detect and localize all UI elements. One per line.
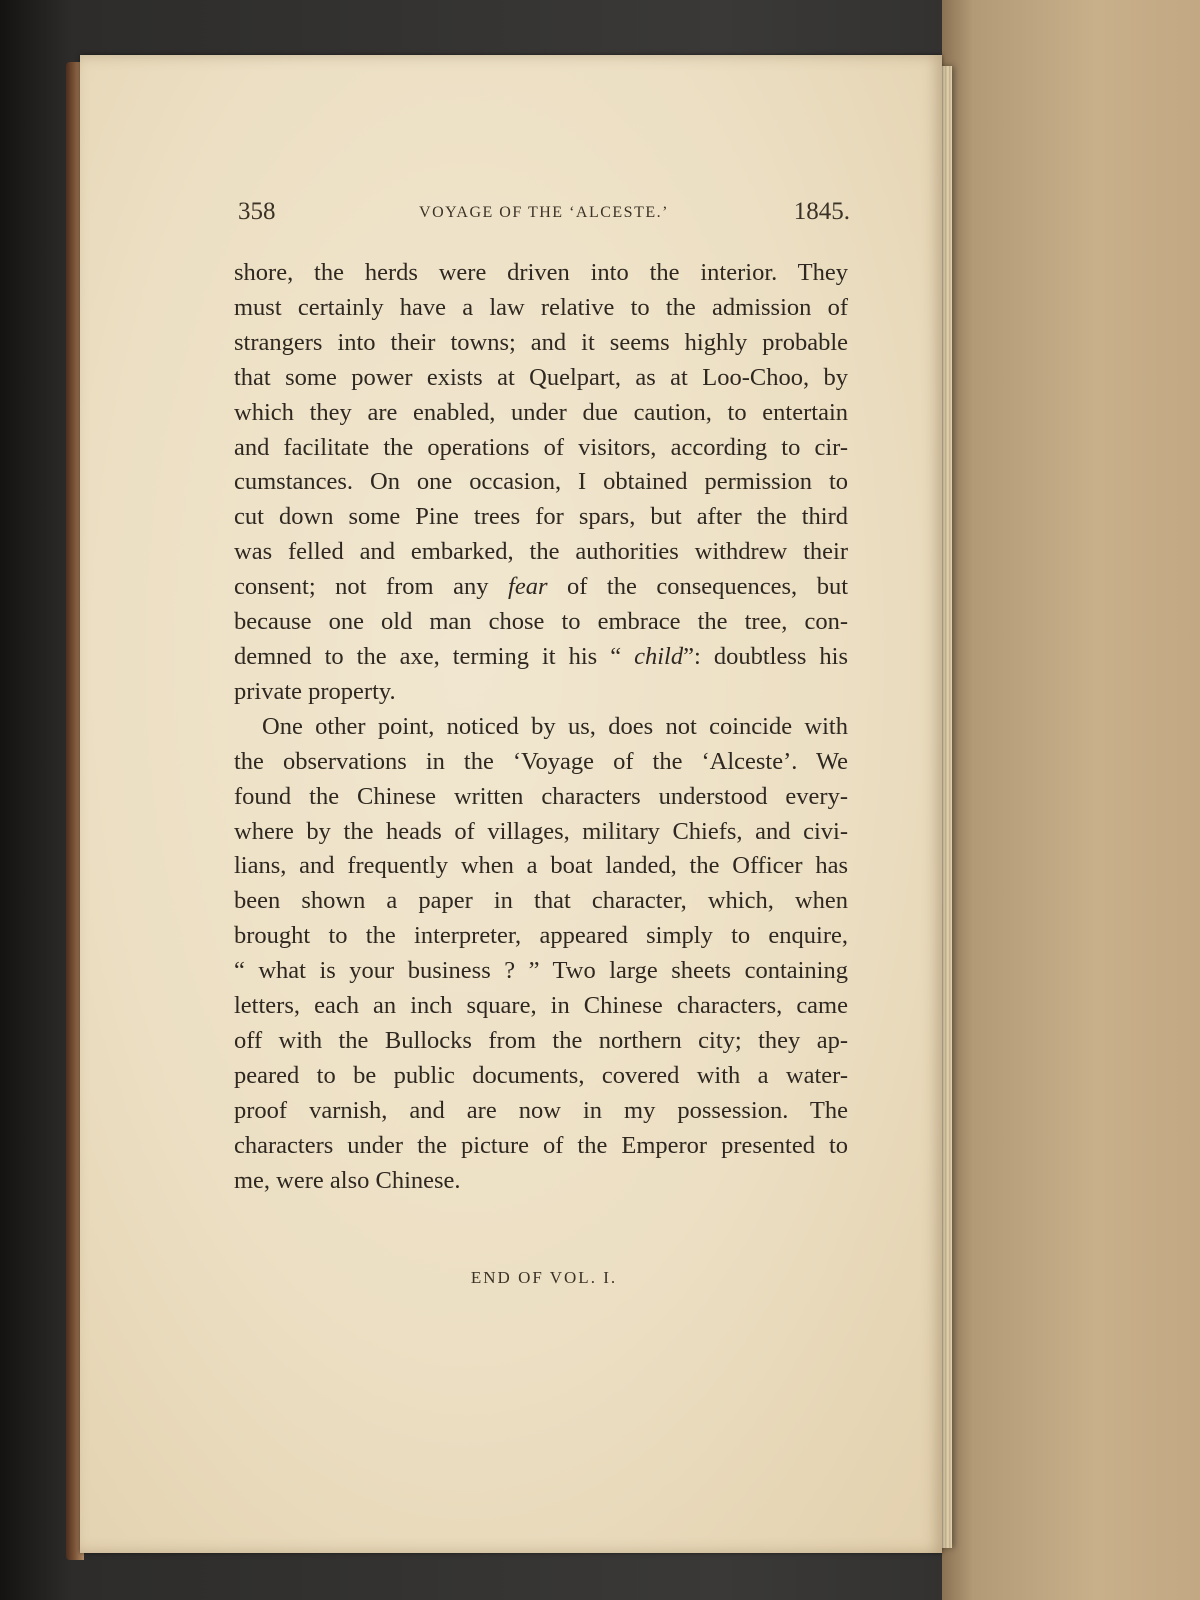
text-segment: consent; not from any bbox=[234, 573, 509, 601]
text-line: “ what is your business ? ” Two large sheets containing bbox=[234, 957, 848, 985]
text-line: private property. bbox=[234, 677, 396, 705]
text-line: cumstances. On one occasion, I obtained permission to bbox=[234, 468, 848, 496]
emphasis-fear: fear bbox=[508, 573, 548, 601]
page-number: 358 bbox=[238, 198, 276, 225]
running-year: 1845. bbox=[793, 198, 850, 225]
text-line-with-emphasis bbox=[234, 570, 848, 605]
text-line: One other point, noticed by us, does not coincide with bbox=[262, 712, 848, 740]
text-line: characters under the picture of the Emperor presented to bbox=[234, 1131, 848, 1159]
text-line: shore, the herds were driven into the interior. They bbox=[234, 259, 848, 286]
text-line: me, were also Chinese. bbox=[234, 1166, 461, 1194]
text-line: brought to the interpreter, appeared simply to enquire, bbox=[234, 922, 848, 950]
text-line: been shown a paper in that character, which, when bbox=[234, 887, 848, 915]
text-line: lians, and frequently when a boat landed, the Officer has bbox=[234, 852, 848, 880]
running-head bbox=[238, 198, 850, 238]
text-line: peared to be public documents, covered with a water- bbox=[234, 1061, 848, 1089]
facing-page bbox=[942, 0, 1200, 1600]
text-line: which they are enabled, under due caution, to entertain bbox=[234, 398, 848, 426]
text-line: because one old man chose to embrace the tree, con- bbox=[234, 608, 848, 636]
text-line: letters, each an inch square, in Chinese characters, came bbox=[234, 992, 848, 1020]
emphasis-child: child bbox=[634, 642, 684, 670]
text-segment: demned to the axe, terming it his “ bbox=[234, 642, 635, 670]
text-segment: ”: doubtless his bbox=[683, 642, 848, 670]
text-segment: of the consequences, but bbox=[547, 573, 849, 601]
running-title: VOYAGE OF THE ‘ALCESTE.’ bbox=[419, 204, 669, 221]
text-line: off with the Bullocks from the northern city; they ap- bbox=[234, 1026, 848, 1054]
body-text bbox=[234, 256, 848, 1198]
end-of-volume-mark: END OF VOL. I. bbox=[470, 1268, 618, 1287]
text-line: found the Chinese written characters understood every- bbox=[234, 782, 848, 810]
text-line: proof varnish, and are now in my possession. The bbox=[234, 1096, 848, 1124]
text-line: where by the heads of villages, military Chiefs, and civi- bbox=[234, 817, 848, 845]
text-line: was felled and embarked, the authorities withdrew their bbox=[234, 538, 848, 566]
text-line: the observations in the ‘Voyage of the ‘Alceste’. We bbox=[234, 747, 848, 775]
text-line: that some power exists at Quelpart, as at Loo-Choo, by bbox=[234, 363, 848, 391]
text-line: must certainly have a law relative to the admission of bbox=[234, 293, 848, 321]
text-line-with-emphasis bbox=[234, 640, 848, 675]
text-line: and facilitate the operations of visitors, according to cir- bbox=[234, 433, 848, 461]
text-line: strangers into their towns; and it seems highly probable bbox=[234, 328, 848, 356]
text-line: cut down some Pine trees for spars, but after the third bbox=[234, 503, 848, 531]
